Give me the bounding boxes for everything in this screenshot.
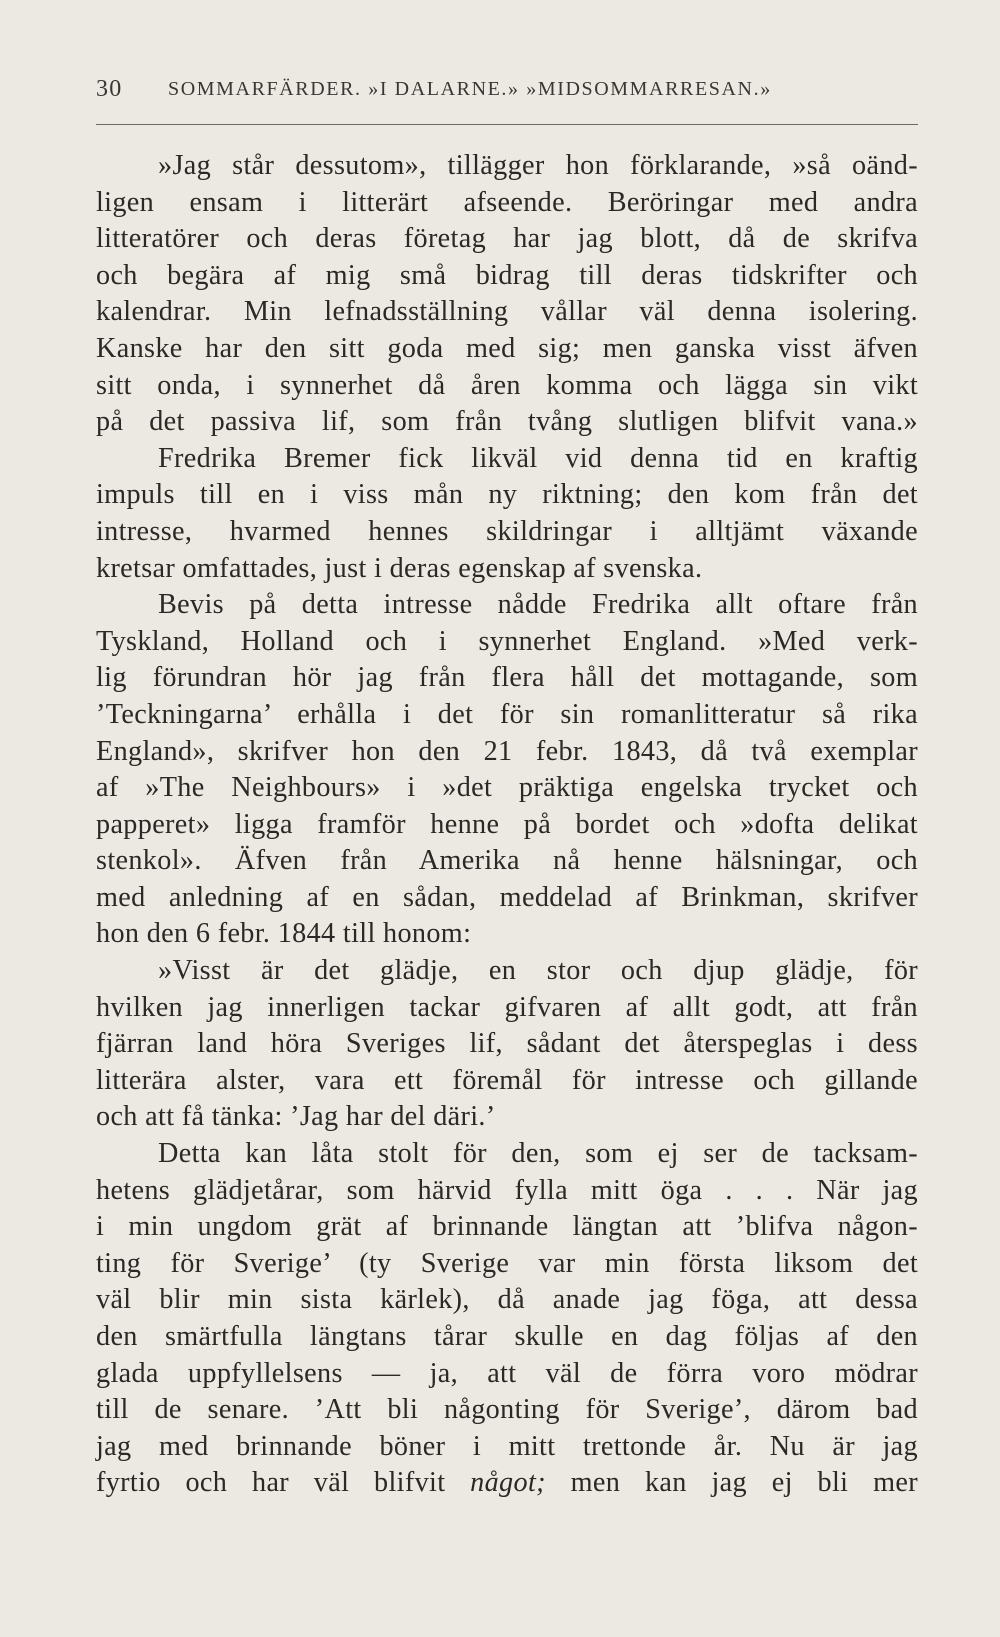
- italic-word: något;: [470, 1467, 546, 1499]
- text-line: ligen ensam i litterärt afseende. Beröringar med andra: [96, 186, 918, 218]
- text-line: stenkol». Äfven från Amerika nå henne hälsningar, och: [96, 845, 918, 877]
- text-line: och begära af mig små bidrag till deras tidskrifter och: [96, 259, 918, 291]
- text-line: papperet» ligga framför henne på bordet och »dofta delikat: [96, 808, 918, 840]
- text-line: af »The Neighbours» i »det präktiga engelska trycket och: [96, 772, 918, 804]
- body-text: [96, 148, 918, 1502]
- text-line: ting för Sverige’ (ty Sverige var min första liksom det: [96, 1247, 918, 1279]
- text-line: litteratörer och deras företag har jag blott, då de skrifva: [96, 223, 918, 255]
- text-line: och att få tänka: ’Jag har del däri.’: [96, 1101, 496, 1133]
- text-line: jag med brinnande böner i mitt trettonde år. Nu är jag: [96, 1430, 918, 1462]
- text-line: hon den 6 febr. 1844 till honom:: [96, 918, 472, 950]
- text-line-final: [96, 1465, 918, 1502]
- page-number: 30: [96, 76, 123, 102]
- text-line: i min ungdom grät af brinnande längtan att ’blifva någon-: [96, 1211, 918, 1243]
- text-line: kretsar omfattades, just i deras egenskap af svenska.: [96, 552, 703, 584]
- text-line: lig förundran hör jag från flera håll det mottagande, som: [96, 662, 918, 694]
- text-line: Kanske har den sitt goda med sig; men ganska visst äfven: [96, 332, 918, 364]
- text-line: »Jag står dessutom», tillägger hon förklarande, »så oänd-: [158, 150, 918, 181]
- text-line: Detta kan låta stolt för den, som ej ser de tacksam-: [158, 1138, 918, 1170]
- text-line: intresse, hvarmed hennes skildringar i alltjämt växande: [96, 515, 918, 547]
- final-line-end: men kan jag ej bli mer: [545, 1467, 918, 1499]
- text-line: glada uppfyllelsens — ja, att väl de förra voro mödrar: [96, 1357, 918, 1389]
- text-line: England», skrifver hon den 21 febr. 1843, då två exemplar: [96, 735, 918, 767]
- text-line: med anledning af en sådan, meddelad af Brinkman, skrifver: [96, 881, 918, 913]
- text-line: väl blir min sista kärlek), då anade jag föga, att dessa: [96, 1284, 918, 1316]
- text-line: sitt onda, i synnerhet då åren komma och lägga sin vikt: [96, 369, 918, 401]
- text-line: fjärran land höra Sveriges lif, sådant det återspeglas i dess: [96, 1028, 918, 1060]
- text-line: kalendrar. Min lefnadsställning vållar väl denna isolering.: [96, 296, 918, 328]
- text-line: »Visst är det glädje, en stor och djup glädje, för: [158, 955, 918, 987]
- text-line: Bevis på detta intresse nådde Fredrika allt oftare från: [158, 589, 918, 621]
- text-line: Fredrika Bremer fick likväl vid denna tid en kraftig: [158, 442, 918, 474]
- text-line: den smärtfulla längtans tårar skulle en dag följas af den: [96, 1321, 918, 1352]
- text-line: hetens glädjetårar, som härvid fylla mitt öga . . . När jag: [96, 1174, 918, 1206]
- header-rule: [96, 124, 918, 125]
- final-line-start: fyrtio och har väl blifvit: [96, 1467, 471, 1499]
- running-header: [96, 72, 918, 108]
- text-line: impuls till en i viss mån ny riktning; den kom från det: [96, 479, 918, 511]
- text-line: på det passiva lif, som från tvång slutligen blifvit vana.»: [96, 406, 918, 438]
- text-line: litterära alster, vara ett föremål för intresse och gillande: [96, 1064, 918, 1096]
- text-line: hvilken jag innerligen tackar gifvaren af allt godt, att från: [96, 991, 918, 1023]
- running-title: SOMMARFÄRDER. »I DALARNE.» »MIDSOMMARRESAN.»: [168, 78, 772, 100]
- text-line: ’Teckningarna’ erhålla i det för sin romanlitteratur så rika: [96, 698, 918, 730]
- text-line: Tyskland, Holland och i synnerhet England. »Med verk-: [96, 625, 918, 657]
- text-line: till de senare. ’Att bli någonting för Sverige’, därom bad: [96, 1394, 918, 1426]
